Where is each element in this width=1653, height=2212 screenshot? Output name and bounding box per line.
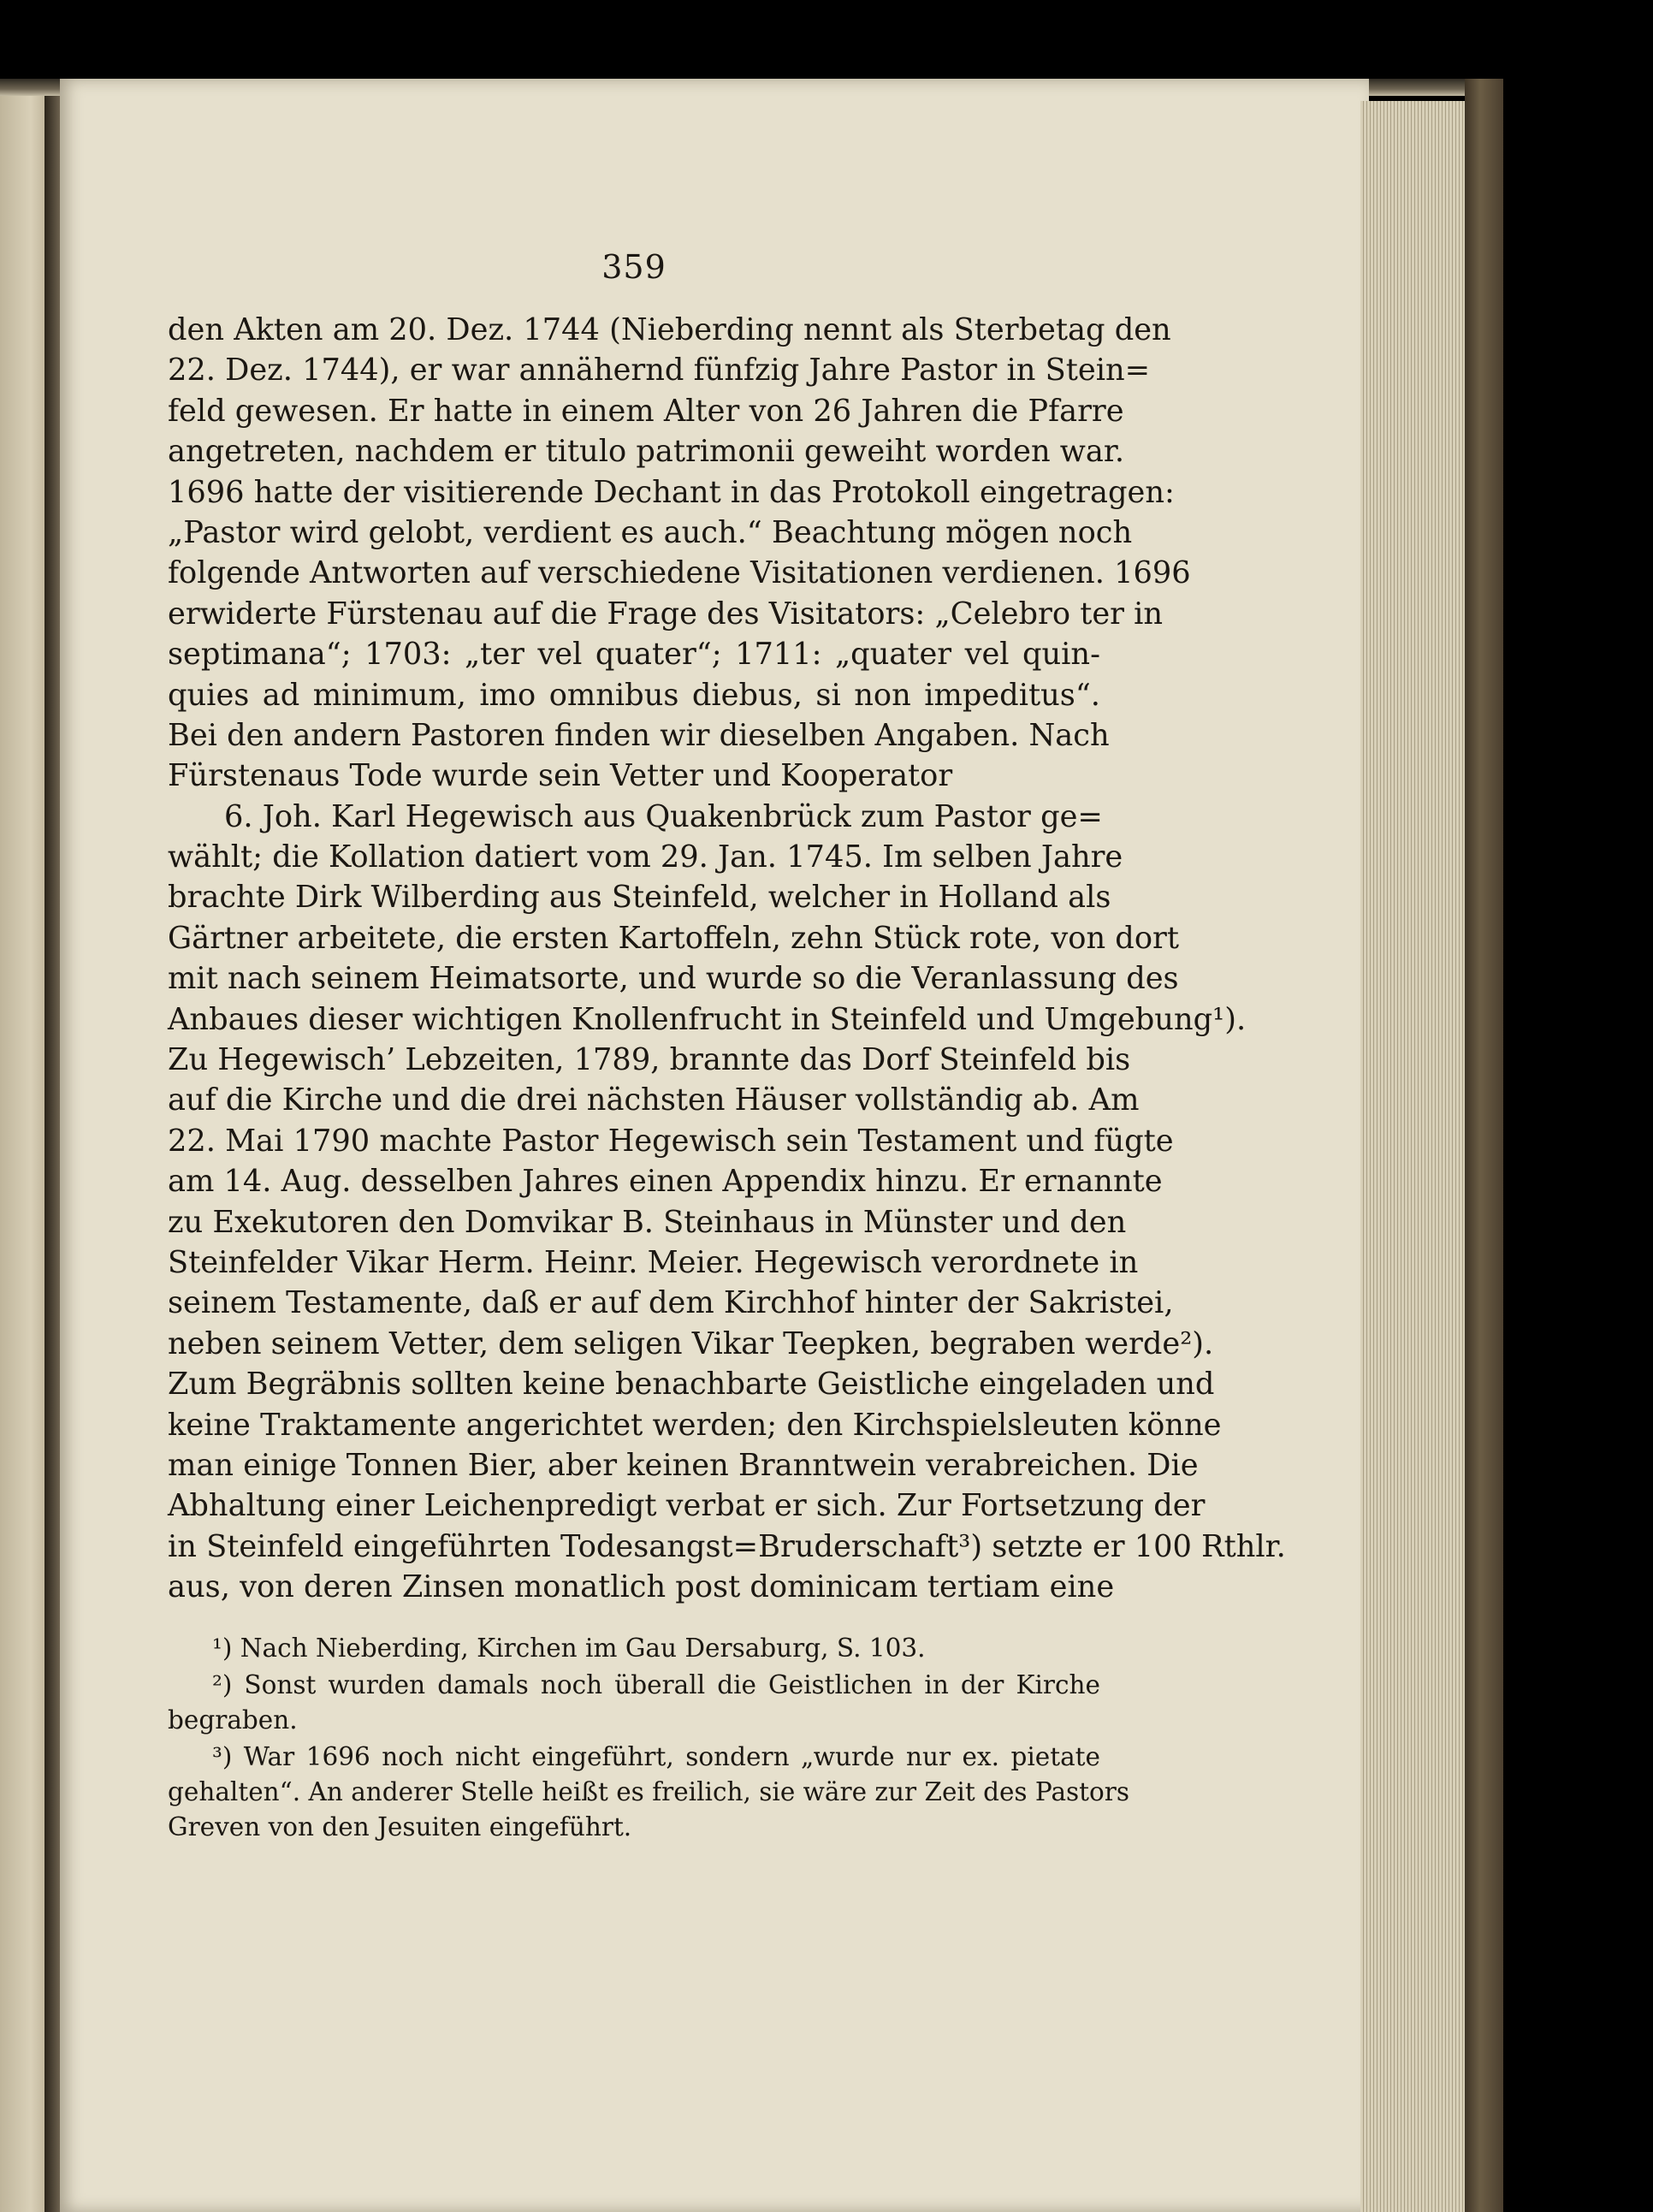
text-line: Zu Hegewisch’ Lebzeiten, 1789, brannte das Dorf Steinfeld bis — [168, 1042, 1131, 1078]
left-page-edge — [0, 86, 51, 2212]
main-text — [168, 248, 1286, 1608]
text-line: folgende Antworten auf verschiedene Visitationen verdienen. 1696 — [168, 555, 1191, 591]
text-line: Gärtner arbeitete, die ersten Kartoffeln, zehn Stück rote, von dort — [168, 920, 1179, 956]
text-line: erwiderte Fürstenau auf die Frage des Visitators: „Celebro ter in — [168, 596, 1164, 632]
text-line: keine Traktamente angerichtet werden; den Kirchspielsleuten könne — [168, 1407, 1222, 1443]
text-line: brachte Dirk Wilberding aus Steinfeld, welcher in Holland als — [168, 880, 1111, 916]
text-line: den Akten am 20. Dez. 1744 (Nieberding nennt als Sterbetag den — [168, 312, 1171, 347]
text-line: „Pastor wird gelobt, verdient es auch.“ Beachtung mögen noch — [168, 514, 1133, 550]
footnotes — [168, 1631, 1130, 1845]
text-line: aus, von deren Zinsen monatlich post dominicam tertiam eine — [168, 1569, 1115, 1605]
cover-edge — [1465, 79, 1503, 2212]
text-line: auf die Kirche und die drei nächsten Häuser vollständig ab. Am — [168, 1082, 1140, 1118]
footnote-line: ¹) Nach Nieberding, Kirchen im Gau Dersaburg, S. 103. — [212, 1634, 926, 1663]
footnote-line: ²) Sonst wurden damals noch überall die Geistlichen in der Kirche — [212, 1670, 1100, 1699]
text-line: 6. Joh. Karl Hegewisch aus Quakenbrück zum Pastor ge= — [224, 798, 1103, 834]
text-line: neben seinem Vetter, dem seligen Vikar Teepken, begraben werde²). — [168, 1325, 1214, 1361]
text-line: Abhaltung einer Leichenpredigt verbat er sich. Zur Fortsetzung der — [168, 1488, 1206, 1524]
text-line: 22. Dez. 1744), er war annähernd fünfzig Jahre Pastor in Stein= — [168, 353, 1151, 388]
footnote-line: Greven von den Jesuiten eingeführt. — [168, 1812, 632, 1841]
body-paragraphs — [168, 310, 1286, 1608]
text-line: 22. Mai 1790 machte Pastor Hegewisch sein Testament und fügte — [168, 1123, 1174, 1159]
text-line: mit nach seinem Heimatsorte, und wurde so die Veranlassung des — [168, 961, 1179, 997]
page-stack-edge — [1360, 101, 1472, 2212]
footnote-line: ³) War 1696 noch nicht eingeführt, sondern „wurde nur ex. pietate — [212, 1742, 1100, 1771]
text-line: angetreten, nachdem er titulo patrimonii geweiht worden war. — [168, 434, 1125, 470]
text-line: wählt; die Kollation datiert vom 29. Jan. 1745. Im selben Jahre — [168, 839, 1123, 875]
text-line: septimana“; 1703: „ter vel quater“; 1711: „quater vel quin- — [168, 637, 1100, 673]
text-line: man einige Tonnen Bier, aber keinen Branntwein verabreichen. Die — [168, 1447, 1199, 1483]
text-line: zu Exekutoren den Domvikar B. Steinhaus in Münster und den — [168, 1204, 1127, 1240]
text-line: quies ad minimum, imo omnibus diebus, si non impeditus“. — [168, 677, 1100, 713]
footnote-line: gehalten“. An anderer Stelle heißt es freilich, sie wäre zur Zeit des Pastors — [168, 1777, 1130, 1806]
text-line: feld gewesen. Er hatte in einem Alter von 26 Jahren die Pfarre — [168, 393, 1124, 429]
text-line: Steinfelder Vikar Herm. Heinr. Meier. Hegewisch verordnete in — [168, 1244, 1139, 1280]
text-line: Anbaues dieser wichtigen Knollenfrucht in Steinfeld und Umgebung¹). — [168, 1001, 1247, 1037]
text-line: in Steinfeld eingeführten Todesangst=Bruderschaft³) setzte er 100 Rthlr. — [168, 1528, 1286, 1564]
footnote-line: begraben. — [168, 1705, 298, 1735]
page-number: 359 — [601, 248, 667, 286]
text-line: 1696 hatte der visitierende Dechant in das Protokoll eingetragen: — [168, 474, 1175, 510]
text-line: Bei den andern Pastoren finden wir dieselben Angaben. Nach — [168, 717, 1110, 753]
text-line: Zum Begräbnis sollten keine benachbarte Geistliche eingeladen und — [168, 1367, 1215, 1403]
text-line: Fürstenaus Tode wurde sein Vetter und Kooperator — [168, 758, 953, 794]
text-line: am 14. Aug. desselben Jahres einen Appendix hinzu. Er ernannte — [168, 1164, 1163, 1200]
text-line: seinem Testamente, daß er auf dem Kirchhof hinter der Sakristei, — [168, 1285, 1174, 1321]
